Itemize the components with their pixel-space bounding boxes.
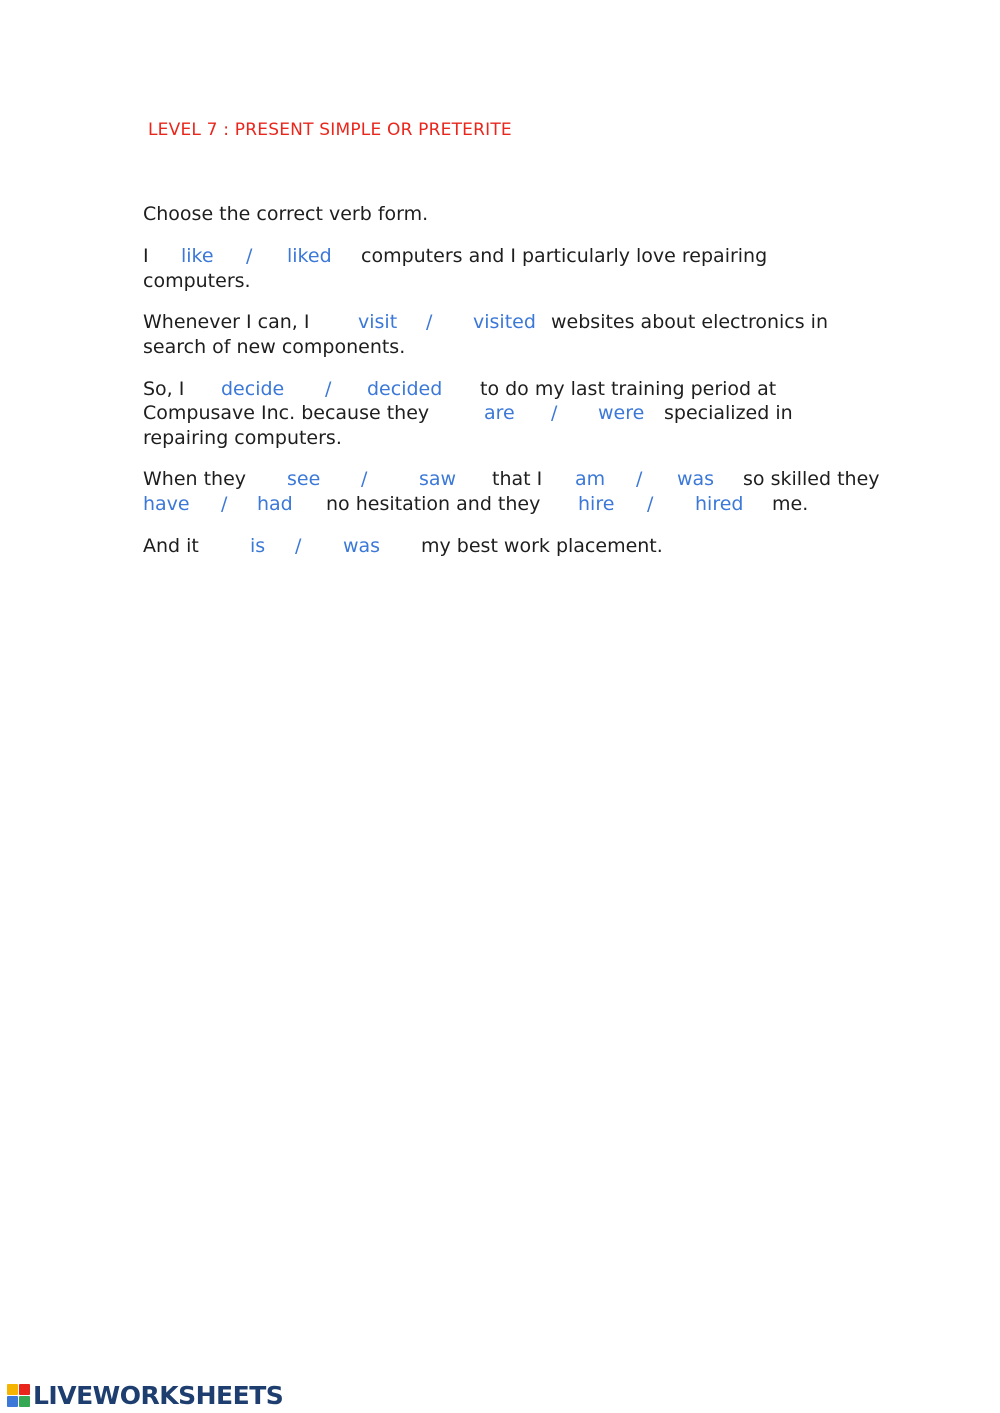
text: repairing computers.: [143, 427, 342, 449]
option-hired[interactable]: hired: [695, 493, 744, 515]
text: computers.: [143, 270, 251, 292]
option-were[interactable]: were: [598, 402, 645, 424]
option-separator: /: [551, 402, 558, 424]
text: I: [143, 245, 149, 267]
option-had[interactable]: had: [257, 493, 293, 515]
option-separator: /: [246, 245, 253, 267]
text: me.: [772, 493, 809, 515]
option-have[interactable]: have: [143, 493, 190, 515]
text: And it: [143, 535, 199, 557]
option-separator: /: [325, 378, 332, 400]
option-separator: /: [361, 468, 368, 490]
option-are[interactable]: are: [484, 402, 515, 424]
option-hire[interactable]: hire: [578, 493, 615, 515]
text: computers and I particularly love repairing: [361, 245, 768, 267]
text: Whenever I can, I: [143, 311, 310, 333]
option-is[interactable]: is: [250, 535, 266, 557]
option-separator: /: [295, 535, 302, 557]
option-separator: /: [647, 493, 654, 515]
option-decided[interactable]: decided: [367, 378, 443, 400]
text: my best work placement.: [421, 535, 663, 557]
text: that I: [492, 468, 543, 490]
text: websites about electronics in: [551, 311, 829, 333]
text: to do my last training period at: [480, 378, 777, 400]
brand-name: LIVEWORKSHEETS: [33, 1381, 284, 1410]
option-separator: /: [426, 311, 433, 333]
text: When they: [143, 468, 247, 490]
option-visit[interactable]: visit: [358, 311, 398, 333]
option-visited[interactable]: visited: [473, 311, 536, 333]
option-was[interactable]: was: [343, 535, 381, 557]
option-see[interactable]: see: [287, 468, 321, 490]
option-decide[interactable]: decide: [221, 378, 285, 400]
option-was[interactable]: was: [677, 468, 715, 490]
text: specialized in: [664, 402, 793, 424]
text: So, I: [143, 378, 185, 400]
option-liked[interactable]: liked: [287, 245, 332, 267]
text: search of new components.: [143, 336, 406, 358]
text: Compusave Inc. because they: [143, 402, 430, 424]
option-am[interactable]: am: [575, 468, 606, 490]
worksheet-title: LEVEL 7 : PRESENT SIMPLE OR PRETERITE: [148, 120, 512, 140]
text: so skilled they: [743, 468, 880, 490]
liveworksheets-logo[interactable]: [7, 1381, 283, 1410]
option-like[interactable]: like: [181, 245, 214, 267]
option-separator: /: [221, 493, 228, 515]
option-separator: /: [636, 468, 643, 490]
text: no hesitation and they: [326, 493, 541, 515]
instruction: Choose the correct verb form.: [143, 203, 429, 225]
option-saw[interactable]: saw: [419, 468, 457, 490]
logo-blocks-icon: [7, 1384, 30, 1407]
